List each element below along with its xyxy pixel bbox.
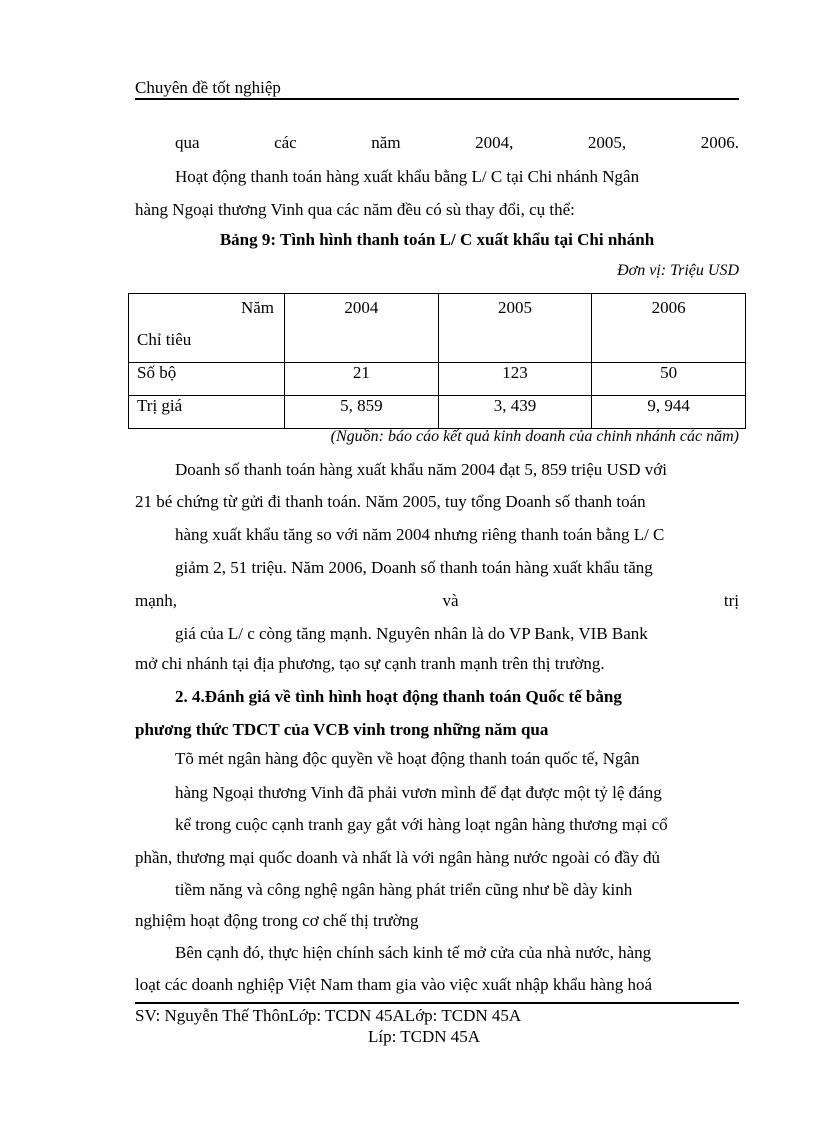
page-header-title: Chuyên đề tốt nghiệp (135, 78, 281, 97)
paragraph1-line1 (175, 131, 739, 155)
column-header: 2004 (285, 294, 439, 363)
row-label: Số bộ (129, 363, 285, 396)
word: các (274, 133, 297, 152)
section-heading-line1: 2. 4.Đánh giá về tình hình hoạt động thanh toán Quốc tế bằng (175, 687, 622, 706)
paragraph1-line3: hàng Ngoại thương Vinh qua các năm đều có sù thay đổi, cụ thể: (135, 200, 575, 219)
table-unit: Đơn vị: Triệu USD (617, 262, 739, 279)
table-corner-cell (129, 294, 285, 363)
word: trị (723, 591, 739, 610)
word: 2004, (475, 133, 514, 152)
data-table (128, 293, 746, 429)
row-label: Trị giá (129, 396, 285, 429)
column-header: 2005 (438, 294, 592, 363)
paragraph3-line4: phần, thương mại quốc doanh và nhất là với ngân hàng nước ngoài có đầy đủ (135, 848, 661, 867)
paragraph1-line2: Hoạt động thanh toán hàng xuất khẩu bằng L/ C tại Chi nhánh Ngân (175, 167, 640, 186)
paragraph2-line3: hàng xuất khẩu tăng so với năm 2004 nhưng riêng thanh toán bằng L/ C (175, 525, 665, 544)
paragraph3-line1: Tõ mét ngân hàng độc quyền về hoạt động thanh toán quốc tế, Ngân (175, 749, 640, 768)
footer-class-line: Líp: TCDN 45A (368, 1027, 481, 1046)
word: 2006. (700, 133, 739, 152)
paragraph2-line7: mở chi nhánh tại địa phương, tạo sự cạnh tranh mạnh trên thị trường. (135, 654, 605, 673)
word: mạnh, (135, 591, 178, 610)
table-source: (Nguồn: báo cáo kết quả kinh doanh của chinh nhánh các năm) (330, 428, 739, 445)
corner-metric-label: Chỉ tiêu (137, 330, 192, 349)
table-header-row (129, 294, 746, 363)
table-cell: 3, 439 (438, 396, 592, 429)
paragraph4-line2: loạt các doanh nghiệp Việt Nam tham gia vào việc xuất nhập khẩu hàng hoá (135, 975, 652, 994)
table-cell: 9, 944 (592, 396, 746, 429)
paragraph4-line1: Bên cạnh đó, thực hiện chính sách kinh tế mở cửa của nhà nước, hàng (175, 943, 652, 962)
paragraph3-line5: tiềm năng và công nghệ ngân hàng phát triển cũng như bề dày kinh (175, 880, 633, 899)
paragraph3-line3: kể trong cuộc cạnh tranh gay gắt với hàng loạt ngân hàng thương mại cổ (175, 815, 668, 834)
paragraph2-line4: giảm 2, 51 triệu. Năm 2006, Doanh số thanh toán hàng xuất khẩu tăng (175, 558, 653, 577)
header-divider (135, 98, 739, 100)
paragraph2-line2: 21 bé chứng từ gửi đi thanh toán. Năm 2005, tuy tổng Doanh số thanh toán (135, 492, 646, 511)
paragraph2-line1: Doanh số thanh toán hàng xuất khẩu năm 2004 đạt 5, 859 triệu USD với (175, 460, 667, 479)
footer-divider (135, 1002, 739, 1004)
paragraph2-line6: giá của L/ c còng tăng mạnh. Nguyên nhân là do VP Bank, VIB Bank (175, 624, 648, 643)
section-heading-line2: phương thức TDCT của VCB vinh trong những năm qua (135, 720, 549, 739)
column-header: 2006 (592, 294, 746, 363)
table-cell: 50 (592, 363, 746, 396)
table-row (129, 363, 746, 396)
table-cell: 21 (285, 363, 439, 396)
corner-year-label: Năm (240, 298, 274, 317)
table-cell: 5, 859 (285, 396, 439, 429)
word: qua (175, 133, 200, 152)
paragraph3-line2: hàng Ngoại thương Vinh đã phải vươn mình để đạt được một tỷ lệ đáng (175, 783, 662, 802)
table-cell: 123 (438, 363, 592, 396)
table-title: Bảng 9: Tình hình thanh toán L/ C xuất khẩu tại Chi nhánh (219, 230, 655, 249)
footer-student-line: SV: Nguyễn Thế ThônLớp: TCDN 45ALớp: TCDN 45A (135, 1006, 522, 1025)
word: và (442, 591, 459, 610)
word: năm (371, 133, 401, 152)
word: 2005, (587, 133, 627, 152)
paragraph2-line5 (135, 589, 739, 613)
table-row (129, 396, 746, 429)
paragraph3-line6: nghiệm hoạt động trong cơ chế thị trường (135, 911, 419, 930)
